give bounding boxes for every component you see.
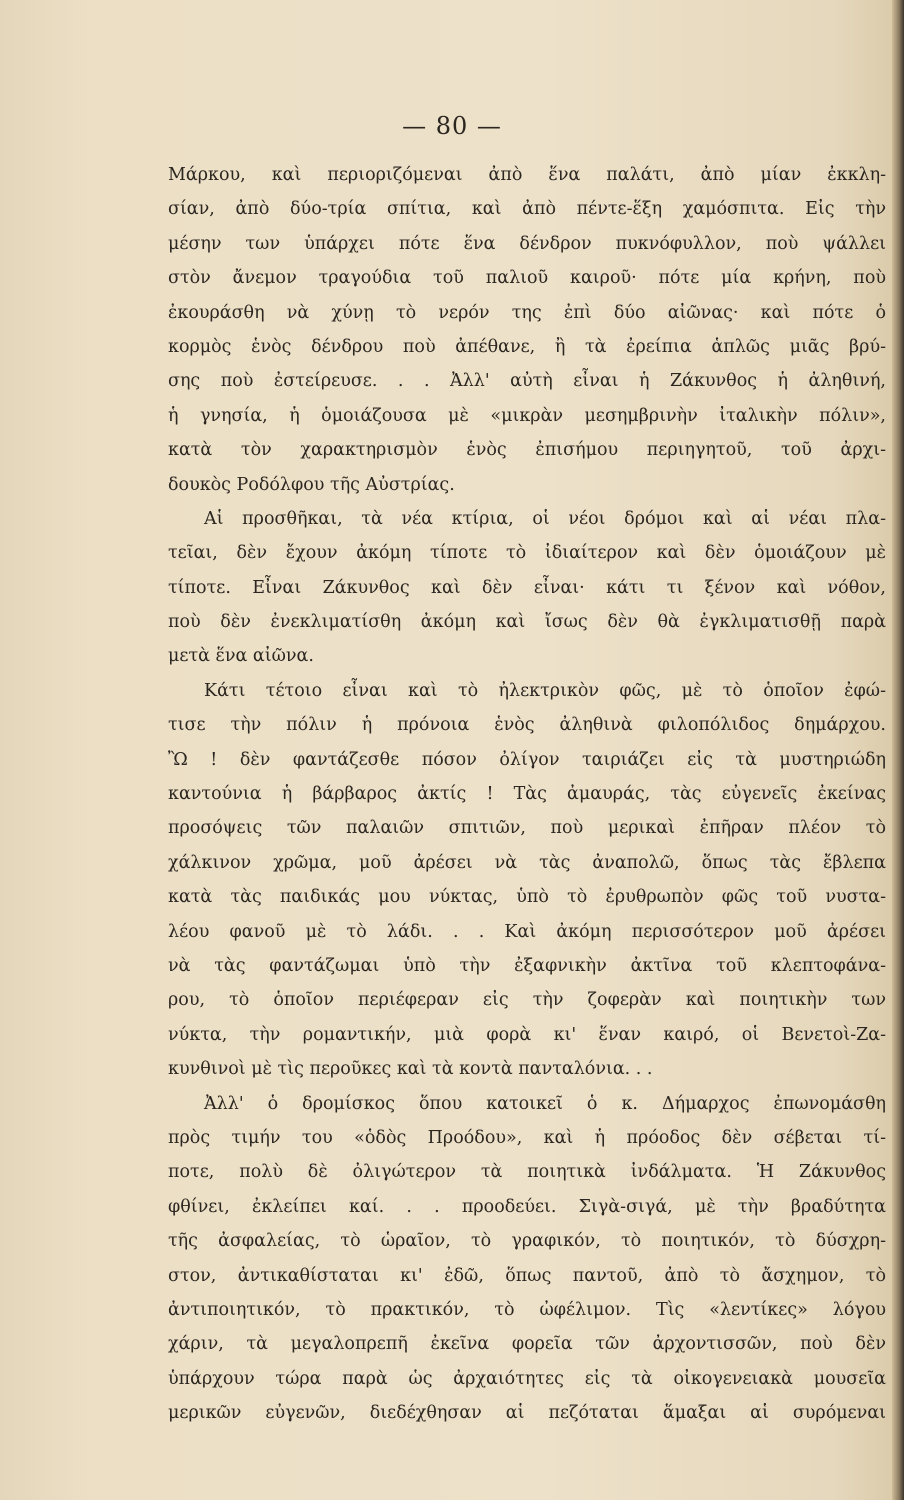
page-number: — 80 — [402,112,502,140]
text-line: κορμὸς ἑνὸς δένδρου ποὺ ἀπέθανε, ἢ τὰ ἐρείπια ἁπλῶς μιᾶς βρύ- [168,336,886,357]
text-line: Αἱ προσθῆκαι, τὰ νέα κτίρια, οἱ νέοι δρόμοι καὶ αἱ νέαι πλα- [204,508,886,529]
text-line: κυνθινοὶ μὲ τὶς περοῦκες καὶ τὰ κοντὰ πανταλόνια. . . [168,1059,653,1080]
text-line: ποτε, πολὺ δὲ ὀλιγώτερον τὰ ποιητικὰ ἰνδάλματα. Ἡ Ζάκυνθος [168,1162,886,1183]
text-line: σης ποὺ ἐστείρευσε. . . Ἀλλ' αὐτὴ εἶναι ἡ Ζάκυνθος ἡ ἀληθινή, [168,371,886,392]
text-line: φθίνει, ἐκλείπει καί. . . προοδεύει. Σιγὰ-σιγά, μὲ τὴν βραδύτητα [168,1196,886,1217]
text-line: σίαν, ἀπὸ δύο-τρία σπίτια, καὶ ἀπὸ πέντε-ἕξη χαμόσπιτα. Εἰς τὴν [168,199,886,220]
text-line: κατὰ τὰς παιδικάς μου νύκτας, ὑπὸ τὸ ἐρυθρωπὸν φῶς τοῦ νυστα- [168,887,886,908]
text-line: τεῖαι, δὲν ἔχουν ἀκόμη τίποτε τὸ ἰδιαίτερον καὶ δὲν ὁμοιάζουν μὲ [168,543,886,564]
text-line: χάριν, τὰ μεγαλοπρεπῆ ἐκεῖνα φορεῖα τῶν ἀρχοντισσῶν, ποὺ δὲν [168,1334,886,1355]
text-line: νύκτα, τὴν ρομαντικήν, μιὰ φορὰ κι' ἕναν καιρό, οἱ Βενετοὶ-Ζα- [168,1024,886,1045]
text-line: τῆς ἀσφαλείας, τὸ ὡραῖον, τὸ γραφικόν, τὸ ποιητικόν, τὸ δύσχρη- [168,1231,886,1252]
text-line: τισε τὴν πόλιν ἡ πρόνοια ἑνὸς ἀληθινὰ φιλοπόλιδος δημάρχου. [168,715,886,736]
text-line: προσόψεις τῶν παλαιῶν σπιτιῶν, ποὺ μερικαὶ ἐπῆραν πλέον τὸ [168,818,886,839]
text-line: Ἀλλ' ὁ δρομίσκος ὅπου κατοικεῖ ὁ κ. Δήμαρχος ἐπωνομάσθη [204,1093,886,1114]
text-line: κατὰ τὸν χαρακτηρισμὸν ἑνὸς ἐπισήμου περιηγητοῦ, τοῦ ἀρχι- [168,440,886,461]
text-line: μετὰ ἕνα αἰῶνα. [168,646,314,667]
text-line: στὸν ἄνεμον τραγούδια τοῦ παλιοῦ καιροῦ· πότε μία κρήνη, ποὺ [168,268,886,289]
text-line: ἡ γνησία, ἡ ὁμοιάζουσα μὲ «μικρὰν μεσημβρινὴν ἰταλικὴν πόλιν», [168,405,886,426]
text-line: πρὸς τιμήν του «ὁδὸς Προόδου», καὶ ἡ πρόοδος δὲν σέβεται τί- [168,1127,886,1148]
page-edge-shadow [892,0,904,1500]
text-line: δουκὸς Ροδόλφου τῆς Αὐστρίας. [168,474,455,495]
text-line: νὰ τὰς φαντάζωμαι ὑπὸ τὴν ἐξαφνικὴν ἀκτῖνα τοῦ κλεπτοφάνα- [168,955,886,976]
text-line: ρου, τὸ ὁποῖον περιέφεραν εἰς τὴν ζοφερὰν καὶ ποιητικὴν των [168,990,886,1011]
text-line: Κάτι τέτοιο εἶναι καὶ τὸ ἠλεκτρικὸν φῶς, μὲ τὸ ὁποῖον ἐφώ- [204,680,886,701]
text-line: τίποτε. Εἶναι Ζάκυνθος καὶ δὲν εἶναι· κάτι τι ξένον καὶ νόθον, [168,577,886,598]
text-line: ἐκουράσθη νὰ χύνῃ τὸ νερόν της ἐπὶ δύο αἰῶνας· καὶ πότε ὁ [168,302,886,323]
text-line: ποὺ δὲν ἐνεκλιματίσθη ἀκόμη καὶ ἴσως δὲν θὰ ἐγκλιματισθῇ παρὰ [168,612,886,633]
text-line: Μάρκου, καὶ περιοριζόμεναι ἀπὸ ἕνα παλάτι, ἀπὸ μίαν ἐκκλη- [168,165,886,185]
text-line: ὑπάρχουν τώρα παρὰ ὡς ἀρχαιότητες εἰς τὰ οἰκογενειακὰ μουσεῖα [168,1368,886,1389]
text-line: καντούνια ἡ βάρβαρος ἀκτίς ! Τὰς ἀμαυράς, τὰς εὐγενεῖς ἐκείνας [168,784,886,805]
text-line: χάλκινον χρῶμα, μοῦ ἀρέσει νὰ τὰς ἀναπολῶ, ὅπως τὰς ἔβλεπα [168,852,886,873]
text-line: μερικῶν εὐγενῶν, διεδέχθησαν αἱ πεζόταται ἅμαξαι αἱ συρόμεναι [168,1403,886,1424]
text-line: λέου φανοῦ μὲ τὸ λάδι. . . Καὶ ἀκόμη περισσότερον μοῦ ἀρέσει [168,921,886,942]
body-text [168,158,886,1430]
text-line: στον, ἀντικαθίσταται κι' ἐδῶ, ὅπως παντοῦ, ἀπὸ τὸ ἄσχημον, τὸ [168,1265,886,1286]
text-line: μέσην των ὑπάρχει πότε ἕνα δένδρον πυκνόφυλλον, ποὺ ψάλλει [168,233,886,254]
text-line: ἀντιποιητικόν, τὸ πρακτικόν, τὸ ὠφέλιμον. Τὶς «λεντίκες» λόγου [168,1299,886,1320]
text-line: Ὢ ! δὲν φαντάζεσθε πόσον ὀλίγον ταιριάζει εἰς τὰ μυστηριώδη [168,749,886,770]
